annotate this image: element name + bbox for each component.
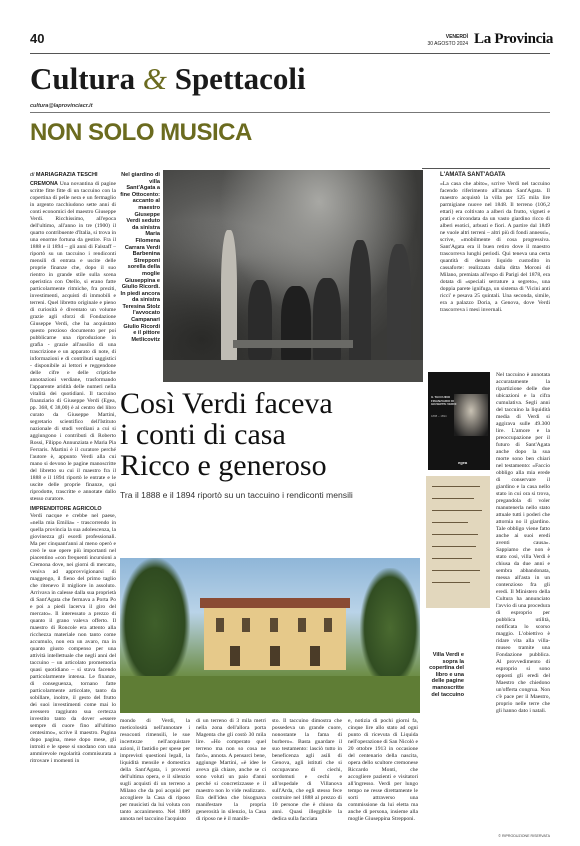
sidebar-paragraph-2: Nel taccuino è annotata accuratamente la ripartizione delle due ubicazioni e la cifra cumulativa. Segli anni del taccuino la liquidità media di Verdi si aggirava sulle 49.300 lire. L'amore e la preoccupazione per il futuro di Sant'Agata anche dopo la sua morte sono ben chiari nel testamento: «Faccio obbligo alla mia erede di conservare il giardino e la casa nello stato in cui ora si trova, pregandola di voler manutenerla nello stato attuale tutti i poderi che attornia no il giardino. Tale obbligo viene fatto anche ai suoi eredi aventi causa». Sappiamo che non è stato così, villa Verdi è chiusa da due anni e sembra abbandonata, messa all'asta in un contenzioso fra gli eredi. Il Ministero della Cultura ha annunciato l'avvio di una procedura di esproprio per pubblica utilità, notificata lo scorso maggio. L'obiettivo è ridare vita alla villa-museo tramite una Fondazione pubblica. Al provvedimento di esproprio si sono opposti gli eredi del Maestro che chiedono un'offerta congrua. Non c'è pace per il Maestro, proprio nelle terre che gli hanno dato i natali. [496, 372, 550, 714]
sidebar-paragraph-1: «La casa che abito», scrive Verdi nel taccuino facendo riferimento all'amata Sant'Agata. Il maestro acquistò la villa per 125 mila lire parmigiane nuove nel 1848. Il terreno (106,2 ettari) era coltivato a alberi da frutto, vigneti e prati e circondata da un vasto giardino ricco di alberi esotici, arbusti e fiori. A partire dal 1849 ne vuole altri terreni – altri più di fondi annessi», scrive, «mobilmente di cosa progressiva. Sant'Agata era il buen retiro dove il maestro trascorreva lunghi periodi. Qui teneva una certa quantità di denaro liquido custodito in cassaforte: realizzata dalla ditta Moroni di Milano, premiata all'expo di Parigi del 1878, era dotata di «speciali serrature a segreto», una doppia parete ignifuga, un sistema di 'Vicini anti ricci' e pesava 25 quintali. Una seconda, simile, era a palazzo Doria, a Genova, dove Verdi trascorreva i mesi invernali. [440, 181, 550, 313]
manuscript-ink-6 [432, 546, 476, 547]
standing-figure-center [349, 240, 371, 370]
section-rule [30, 112, 550, 113]
book-cover-publisher: egea [458, 460, 468, 465]
section-title [30, 61, 306, 97]
subheadline: Tra il 1888 e il 1894 riportò su un taccuino i rendiconti mensili [120, 490, 353, 500]
article-column-3: di un terreno di 3 mila metri nella zona dell'allora porta Magenta che gli costò 30 mila lire. «Ho comperato quel terreno ma non so cosa ne farò», annota. A pensarci bene, aggiunge Martini, «è idee le aveva già chiare, anche se ci sono voluti un paio d'anni perché si concretizzasse e il maestro non lo vide realizzato. Era dell'idea che bisognava manifestare la propria generosità in silenzio, la Casa di riposo ne è il manife- [196, 718, 266, 822]
garden-group-photo [163, 170, 423, 382]
villa-window-1 [216, 618, 224, 632]
subhead-imprenditore: IMPRENDITORE AGRICOLO [30, 506, 102, 512]
villa-trees-left [120, 558, 190, 688]
section-email[interactable]: cultura@laprovinciacr.it [30, 103, 93, 109]
header-rule [30, 53, 550, 54]
article-column-4: sto. Il taccuino dimostra che possedeva un grande cuore, nonostante la fama di burbero». Basta guardare il suo testamento: lasciò tutto in beneficenza agli asili di Genova, agli istituti che si occupavano di ciechi, sordomuti e cechi e all'ospedale di Villanova sull'Arda, che egli stesso fece costruire nel 1888 al prezzo di 10 persone che è chiuso da anni. Quasi illeggibile la dedica sulla facciata [272, 718, 342, 822]
villa-window-4 [298, 618, 306, 632]
sidebar-rule [422, 168, 550, 169]
headline-line-1: Così Verdi faceva [120, 387, 333, 420]
section-ampersand: & [142, 61, 167, 96]
byline-prefix: di [30, 172, 35, 178]
villa-trees-right [360, 568, 420, 688]
villa-caption: Villa Verdi e sopra la copertina del libro e una delle pagine manoscritte del taccuino [429, 652, 464, 698]
standing-figure-right [387, 244, 411, 372]
standing-figure-left [221, 230, 237, 370]
sidebar-title: L'AMATA SANT'AGATA [440, 172, 506, 178]
manuscript-page [426, 476, 490, 608]
manuscript-ink-1 [432, 486, 480, 487]
book-cover-portrait [454, 394, 488, 436]
lead-paragraph: Una novantina di pagine scritte fitte fitte di un taccuino con la copertina di pelle nera e un fermaglio in argento racchiudono sette anni di conti economici del maestro Giuseppe Verdi. Ricchissimo, all'epoca dell'ultimo, all'anno in tre (1900) il quarto contribuente d'Italia, si trova in una enorme fortuna da gestire. Fra il 1888 e il 1894 – gli anni di Falstaff – riportò su un taccuino i rendiconti mensili di entrata e uscite delle proprie finanze che, dopo il suo rientro in grande stile sulla scena operistica con Otello, si erano fatte particolarmente ritmiche, fra preziti, investimenti, acquisti di immobili e terreni. Quel libretto originale e pieno di curiosità è diventato un volume grazie agli sforzi di Fondazione Giuseppe Verdi, che ha acquistato questo prezioso documento per poi pubblicarne una riproduzione in grafia - grazie all'ausilio di una trascrizione e un apparato di note, di informazioni e di contributi saggistici - disponibile ai lettori e reggendone delle cifre e delle criptiche annotazioni verdiane, trasformando l'apparente aridità delle numeri nella vitalità dei quotidiani. Il taccuino finanziario di Giuseppe Verdi (Egea, pp. 368, € 38,00) è al centro del libro curato da Giuseppe Martini, segretario scientifico dell'Istituto nazionale di studi verdiani a cui si aggiungono i contributi di Roberto Rossi, Filippo Annunziata e Maria Pia Ferraris. Martini è il curatore perché l'autore è, appunto Verdi alla cui mano si devono le pagine manoscritte del libretto su cui il maestro fra il 1888 e il 1894 riportò le entrate e le uscite delle proprie finanze, qui riprodotte, trascritte e annotate dallo stesso curatore. [30, 181, 116, 502]
seated-figure-2 [281, 286, 311, 364]
manuscript-ink-3 [432, 510, 482, 511]
manuscript-ink-8 [432, 570, 480, 571]
headline-line-2: i conti di casa [120, 418, 286, 451]
author-name: MARIAGRAZIA TESCHI [35, 172, 98, 178]
article-column-1 [30, 181, 116, 846]
book-cover-title: IL TACCUINO FINANZIARIO DI GIUSEPPE VERDI [431, 395, 457, 407]
copyright-note: © RIPRODUZIONE RISERVATA [498, 834, 550, 838]
top-photo-caption: Nel giardino di villa Sant'Agata a fine Ottocento: accanto al maestro Giuseppe Verdi seduto da sinistra Maria Filomena Carrara Verdi Barbenina Strepponi sorella della moglie Giuseppina e Giulio Ricordi. In piedi ancora da sinistra Teresina Stolz l'avvocato Campanari Giulio Ricordi e il pittore Metlicovitz [120, 172, 160, 343]
issue-date: 30 AGOSTO 2024 [427, 41, 468, 47]
page-number: 40 [30, 31, 45, 46]
manuscript-ink-4 [432, 522, 468, 523]
article-column-2: mondo di Verdi, la meticolosità nell'annotare i resoconti rimensili, le sue incertezze nell'acquistare azioni, il fastidio per spese per imprevisti questioni legali, la liquidità mensile e domestica della Sant'Agata, i proventi dell'ultima opera, e il silenzio sugli acquisti di un terreno a Milano che da poi acquisì per accogliere la Casa di riposo per musicisti da lui voluta con tanto accanimento. Nel 1889 annota nel taccuino l'acquisto [120, 718, 190, 822]
villa-door-2 [270, 646, 280, 666]
villa-roof [200, 598, 350, 608]
masthead-logo: La Provincia [474, 31, 554, 47]
manuscript-ink-7 [432, 558, 472, 559]
seated-figure-1 [248, 280, 272, 360]
manuscript-ink-9 [432, 582, 470, 583]
villa-door-1 [230, 646, 240, 666]
section-title-spettacoli: Spettacoli [174, 61, 306, 96]
ground [163, 360, 423, 382]
villa-window-2 [242, 618, 250, 632]
headline [120, 388, 420, 481]
byline [30, 172, 98, 178]
dateline: CREMONA [30, 181, 58, 187]
manuscript-ink-5 [432, 534, 478, 535]
bench [233, 340, 353, 348]
article-column-5: e, notizia di pochi giorni fa, cinque lire allo stato ad ogni punto di ricevuta di Liquida nell'operazione di San Nicolò e 20 ottobre 1913 in occasione del centenario della nascita, opera dello scultore cremonese Riccardo Monti, che accogliere pazienti e visitatori all'ingresso. Verdi per lungo tempo ne resse direttamente le sorti attraverso una commissione da lui eletta ma anche di persona, insieme alla moglie Giuseppina Strepponi. [348, 718, 418, 822]
second-paragraph: Verdi nacque e crebbe nel paese, «nella mia Emilia» - trascorrendo in quella provincia la sua adolescenza, la giovinezza gli esordi professionali. Ma per cinquant'anni al meno operò e creò le sue opere più importanti nel piacentino «con frequenti incursioni a Cremona dove, nei giorni di mercato, veniva ad approvvigionarsi di maggengo, il fieno del primo taglio che ritenevo il migliore in assoluto. Arrivava in calesse dalla sua proprietà di Sant'Agata che fermava a Porta Po e poi a piedi lacerva il giro del mercato». Il interessato a prezzo di quanto il grano valeva offerto. Il maestro di Roncole era attento alla ricchezza materiale non tanto come accumulo, non era un avaro, ma in quanto giusto compenso per una attività intellettuale che negli anni del taccuino – un articolato promemoria quasi quotidiano – si stava facendo particolarmente intensa. Le finanze, di conseguenza, tornano fatte particolarmente articolate, tanto da sobillare, inoltre, il gesto del frutto dei suoi investimenti come mai lo avessero raggiunto sua certezza investito tanto da dover «essere sempre di cuore fino all'ultimo centesimo», scrive il maestro. Pagina dopo pagina, mese dopo mese, gli introiti e le spese si snodano con una ammirevole regolarità commisurata a ritrovare i momenti in [30, 513, 116, 764]
book-cover-subtitle: 1888 – 1894 [431, 414, 447, 418]
villa-window-5 [324, 618, 332, 632]
manuscript-ink-2 [432, 498, 474, 499]
villa-door-3 [310, 646, 320, 666]
villa-lawn [120, 676, 420, 713]
issue-day: VENERDÌ [445, 34, 468, 40]
villa-window-3 [270, 618, 278, 632]
kicker: NON SOLO MUSICA [30, 119, 252, 146]
book-cover [428, 372, 490, 470]
headline-line-3: Ricco e generoso [120, 449, 327, 482]
section-title-cultura: Cultura [30, 61, 136, 96]
villa-verdi-photo [120, 558, 420, 713]
seated-figure-3 [313, 278, 341, 364]
